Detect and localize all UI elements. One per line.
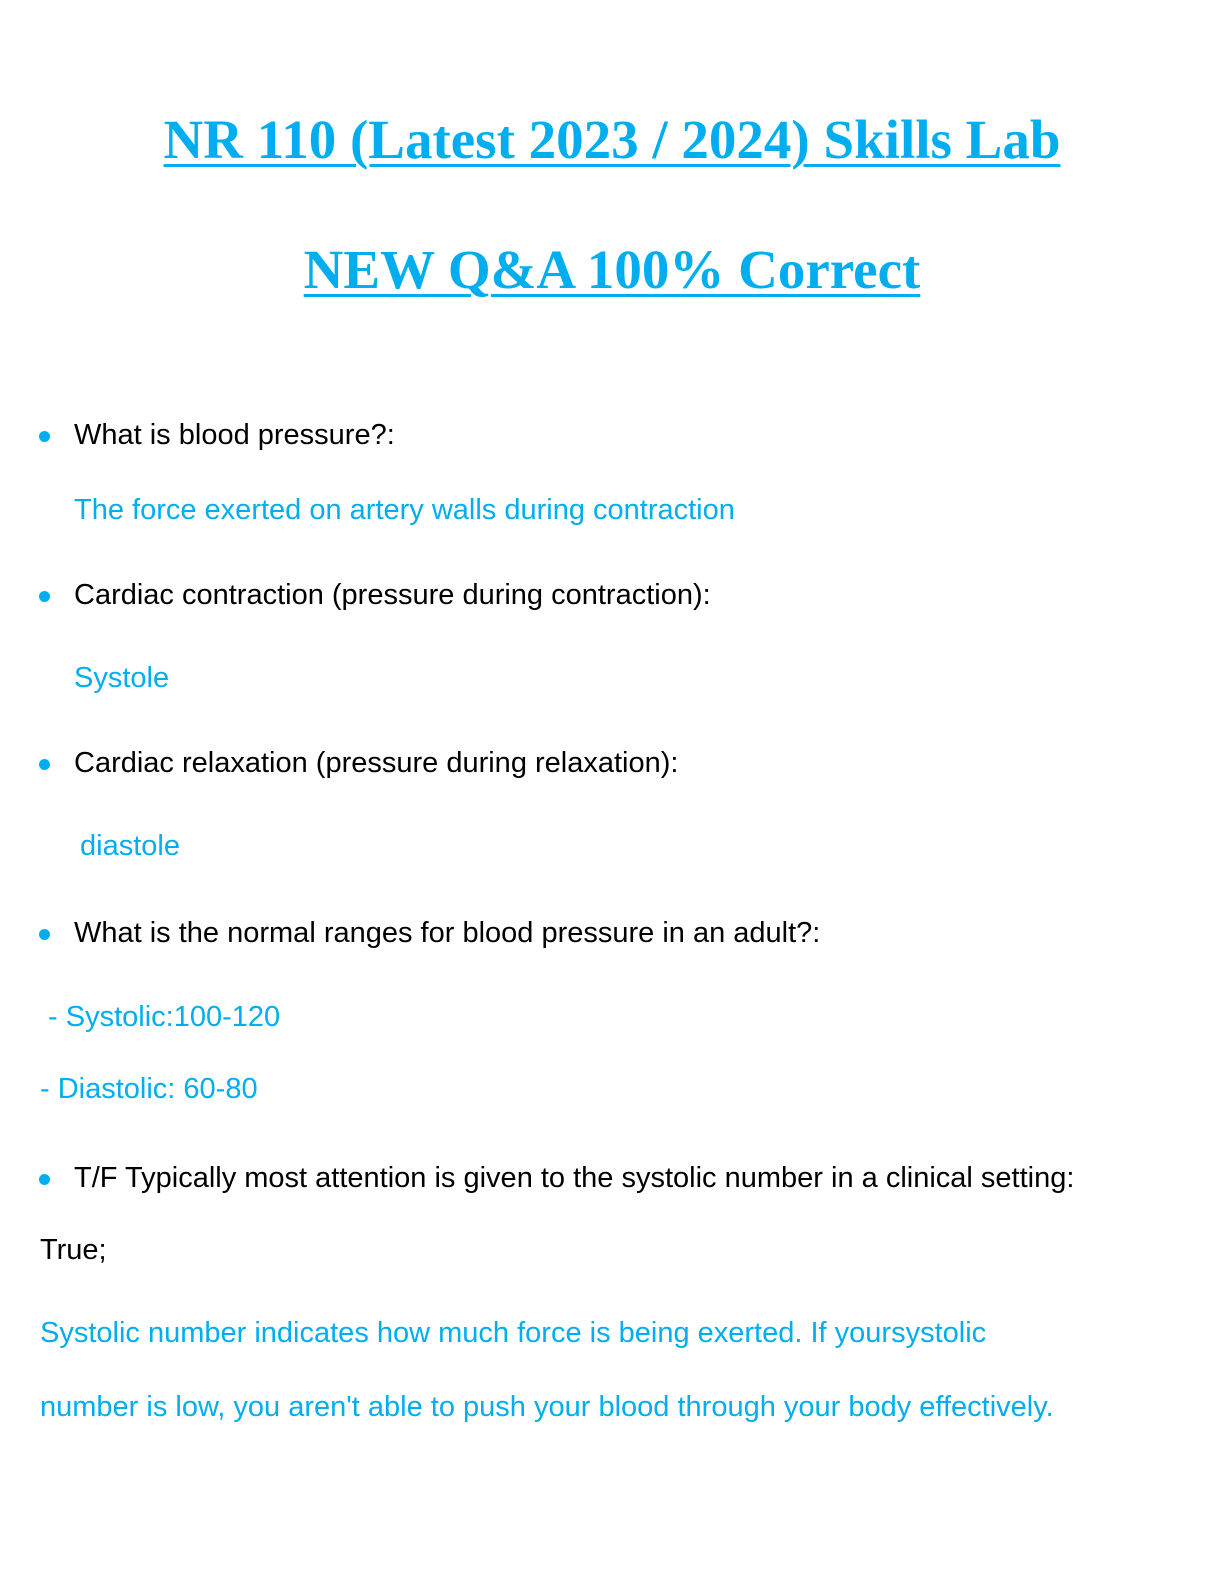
document-title-line-2: NEW Q&A 100% Correct <box>303 239 921 300</box>
answer-text: Systole <box>74 662 170 694</box>
question-text: T/F Typically most attention is given to the systolic number in a clinical setting: <box>74 1162 1075 1194</box>
bullet-icon <box>39 929 50 940</box>
answer-line-diastolic: - Diastolic: 60-80 <box>40 1073 258 1105</box>
bullet-icon <box>39 759 50 770</box>
answer-text: The force exerted on artery walls during contraction <box>74 494 735 526</box>
question-text: What is blood pressure?: <box>74 419 395 451</box>
question-text: Cardiac contraction (pressure during contraction): <box>74 579 711 611</box>
bullet-icon <box>39 591 50 602</box>
verdict-text: True; <box>40 1234 107 1266</box>
bullet-icon <box>39 1174 50 1185</box>
explanation-line-2: number is low, you aren't able to push your blood through your body effectively. <box>40 1391 1054 1423</box>
bullet-icon <box>39 431 50 442</box>
explanation-line-1: Systolic number indicates how much force is being exerted. If yoursystolic <box>40 1317 987 1349</box>
document-title-line-1: NR 110 (Latest 2023 / 2024) Skills Lab <box>163 109 1061 170</box>
question-text: Cardiac relaxation (pressure during relaxation): <box>74 747 679 779</box>
answer-text: diastole <box>80 830 180 862</box>
answer-line-systolic: - Systolic:100-120 <box>40 1001 281 1033</box>
question-text: What is the normal ranges for blood pressure in an adult?: <box>74 917 821 949</box>
